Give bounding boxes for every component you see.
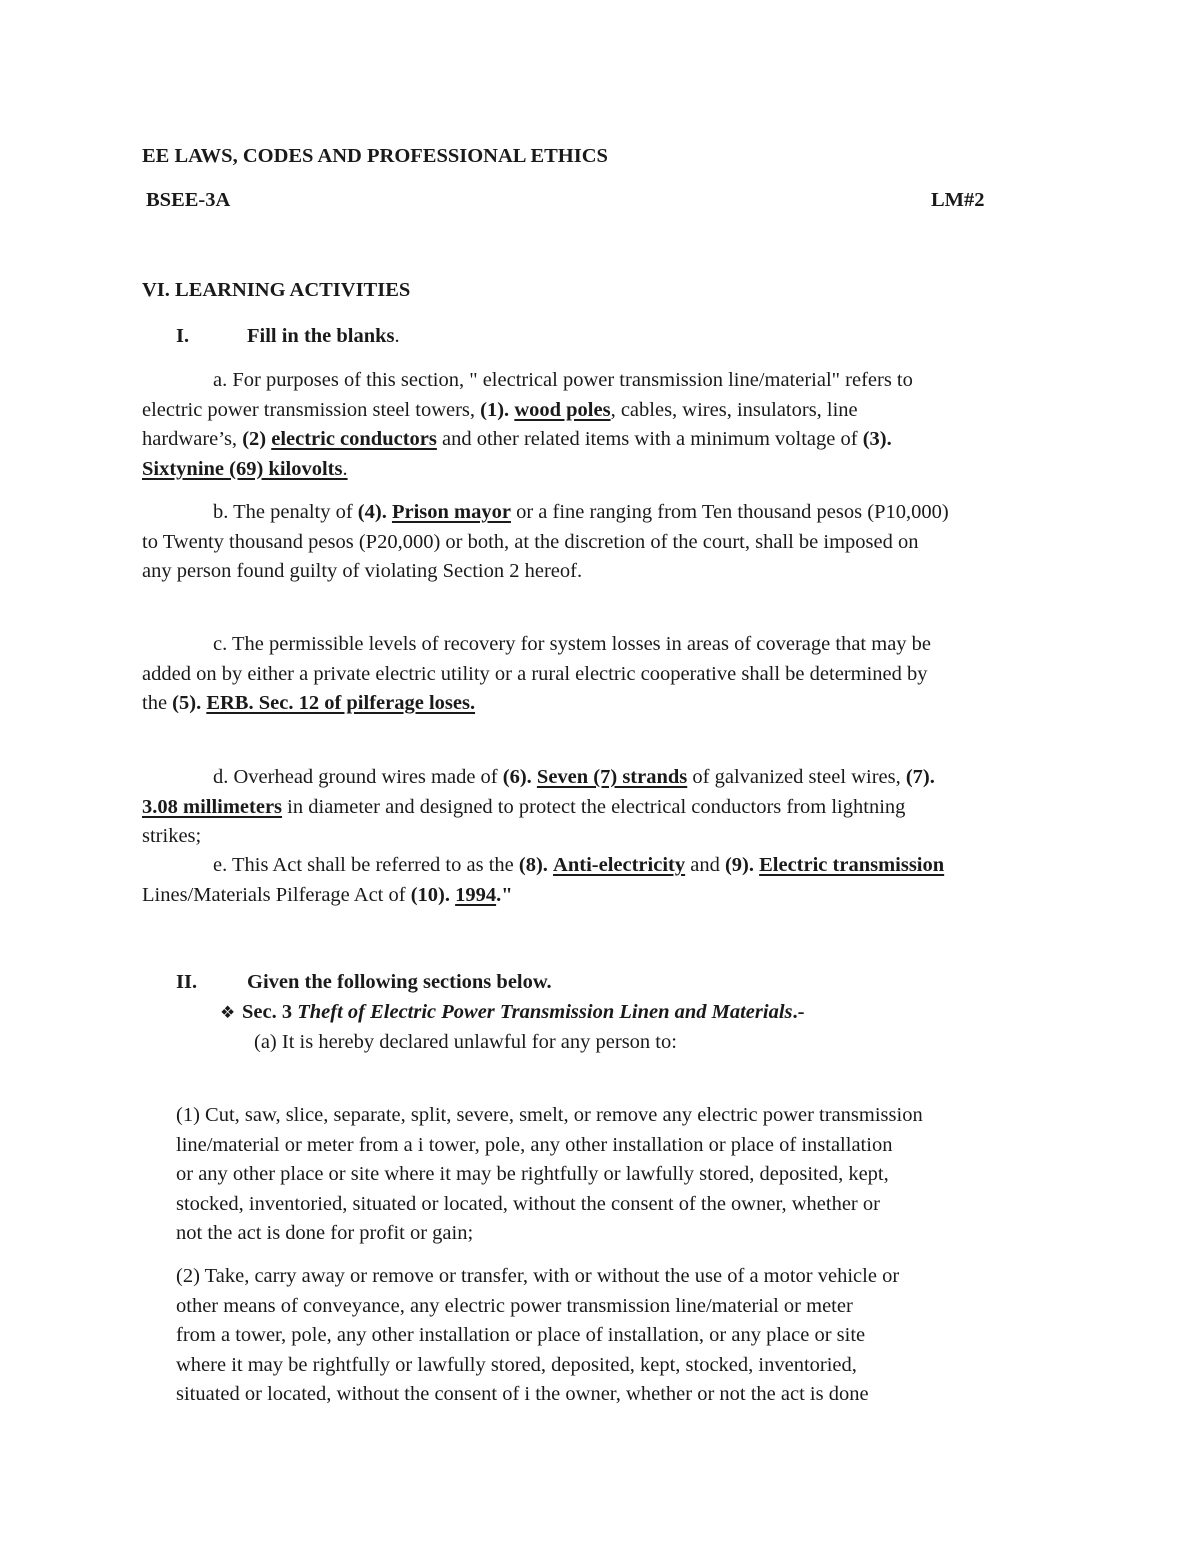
item-c-line1: c. The permissible levels of recovery for system losses in areas of coverage that may be <box>213 633 932 655</box>
clause-1-line: stocked, inventoried, situated or located, without the consent of the owner, whether or <box>176 1192 880 1215</box>
section-heading: VI. LEARNING ACTIVITIES <box>142 279 411 301</box>
blank-number-6: (6). <box>502 766 532 788</box>
text: Lines/Materials Pilferage Act of <box>142 883 411 906</box>
item-c <box>142 630 1072 719</box>
clause-2 <box>176 1262 1076 1410</box>
clause-2-line: other means of conveyance, any electric power transmission line/material or meter <box>176 1294 853 1317</box>
answer-5: ERB. Sec. 12 of pilferage loses. <box>206 692 476 714</box>
item-e-line1 <box>142 851 1072 881</box>
sec-label: Sec. 3 <box>242 1001 298 1023</box>
clause-2-line: from a tower, pole, any other installation or place of installation, or any place or site <box>176 1324 866 1346</box>
item-c-line3 <box>142 689 1072 719</box>
text: Sixtynine (69) kilovolts <box>142 457 343 480</box>
answer-9: Electric transmission <box>759 854 945 876</box>
item-d-line2 <box>142 793 1072 823</box>
clause-1-line: not the act is done for profit or gain; <box>176 1222 474 1244</box>
answer-7: 3.08 millimeters <box>142 795 283 818</box>
class-section: BSEE-3A <box>146 189 231 211</box>
text: or a fine ranging from Ten thousand pesos (P10,000) <box>510 501 949 523</box>
part1-number: I. <box>176 325 190 347</box>
blank-number-5: (5). <box>172 692 202 714</box>
item-b <box>142 498 1072 587</box>
item-d <box>142 763 1072 852</box>
answer-10: 1994 <box>455 883 497 906</box>
text: and <box>685 854 725 876</box>
module-number: LM#2 <box>931 189 985 211</box>
subsection-a: (a) It is hereby declared unlawful for any person to: <box>254 1031 677 1053</box>
part1-heading <box>247 322 400 352</box>
part1-title-suffix: . <box>394 325 400 347</box>
item-a-line1: a. For purposes of this section, " electrical power transmission line/material" refers to <box>213 369 913 391</box>
text: of galvanized steel wires, <box>687 766 906 788</box>
clause-1-line: or any other place or site where it may be rightfully or lawfully stored, deposited, kept, <box>176 1163 889 1185</box>
clause-2-line: where it may be rightfully or lawfully stored, deposited, kept, stocked, inventoried, <box>176 1353 857 1376</box>
text: hardware’s, <box>142 428 243 450</box>
answer-1: wood poles <box>514 398 611 421</box>
clause-2-line: (2) Take, carry away or remove or transfer, with or without the use of a motor vehicle or <box>176 1265 900 1287</box>
clause-1-line: (1) Cut, saw, slice, separate, split, severe, smelt, or remove any electric power transmission <box>176 1104 923 1126</box>
item-a-line2 <box>142 396 1072 426</box>
part2-number: II. <box>176 971 198 993</box>
answer-2: electric conductors <box>271 428 437 450</box>
text: d. Overhead ground wires made of <box>213 766 503 788</box>
clause-1 <box>176 1101 1076 1249</box>
blank-number-3: (3). <box>862 428 892 450</box>
text: e. This Act shall be referred to as the <box>213 854 519 876</box>
item-b-line2: to Twenty thousand pesos (P20,000) or both, at the discretion of the court, shall be imposed on <box>142 530 919 553</box>
item-a-line3 <box>142 425 1072 455</box>
part2-title: Given the following sections below. <box>247 971 552 993</box>
item-a <box>142 366 1072 484</box>
item-c-line2: added on by either a private electric utility or a rural electric cooperative shall be determined by <box>142 662 928 685</box>
blank-number-9: (9). <box>724 854 754 876</box>
course-title: EE LAWS, CODES AND PROFESSIONAL ETHICS <box>142 145 608 167</box>
item-e-line2 <box>142 881 1072 911</box>
item-d-line1 <box>142 763 1072 793</box>
text: in diameter and designed to protect the electrical conductors from lightning <box>282 795 906 818</box>
answer-3 <box>142 458 348 480</box>
blank-number-4: (4). <box>357 501 387 523</box>
blank-number-2: (2) <box>242 428 267 450</box>
text: the <box>142 692 173 714</box>
section-3-heading <box>220 998 804 1028</box>
item-e <box>142 851 1072 910</box>
blank-number-8: (8). <box>518 854 548 876</box>
text: electric power transmission steel towers, <box>142 398 481 421</box>
text: . <box>342 457 348 480</box>
blank-number-1: (1). <box>480 398 510 421</box>
clause-1-line: line/material or meter from a i tower, pole, any other installation or place of installation <box>176 1133 893 1156</box>
text: and other related items with a minimum voltage of <box>436 428 863 450</box>
item-b-line3: any person found guilty of violating Section 2 hereof. <box>142 560 583 582</box>
clause-2-line: situated or located, without the consent of i the owner, whether or not the act is done <box>176 1383 869 1405</box>
item-b-line1 <box>142 498 1072 528</box>
diamond-bullet-icon: ❖ <box>220 1003 236 1022</box>
item-a-line4 <box>142 455 1072 485</box>
answer-6: Seven (7) strands <box>536 766 688 788</box>
sec-suffix: .- <box>792 1001 805 1023</box>
blank-number-7: (7). <box>905 766 935 788</box>
part1-title: Fill in the blanks <box>247 325 395 347</box>
sec-title: Theft of Electric Power Transmission Linen and Materials <box>297 1001 793 1023</box>
blank-number-10: (10). <box>410 883 450 906</box>
item-d-line3: strikes; <box>142 825 202 847</box>
text: , cables, wires, insulators, line <box>610 398 858 421</box>
answer-8: Anti-electricity <box>553 854 686 876</box>
text: b. The penalty of <box>213 501 358 523</box>
text: ." <box>496 883 513 906</box>
answer-4: Prison mayor <box>391 501 511 523</box>
